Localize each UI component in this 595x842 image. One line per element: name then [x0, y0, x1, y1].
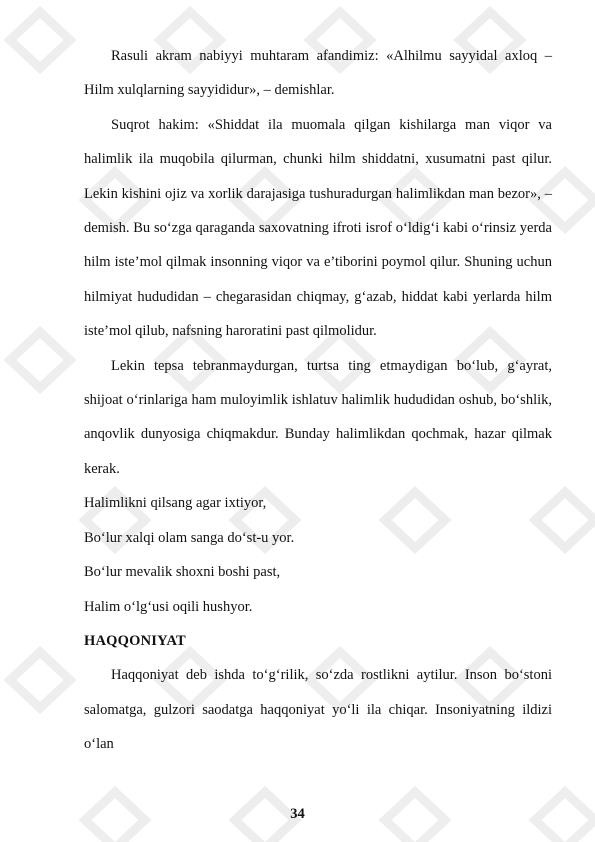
page-number: 34	[290, 806, 305, 822]
paragraph-hilm-hadith: Rasuli akram nabiyyi muhtaram afandimiz: «Alhilmu sayyidal axloq – Hilm xulqlarning sayyididur», – demishlar.	[84, 48, 552, 99]
paragraph-halimlik-limits: Lekin tepsa tebranmaydurgan, turtsa ting etmaydigan bo‘lub, g‘ayrat, shijoat o‘rinlariga ham muloyimlik ishlatuv halimlik hududidan oshub, bo‘shlik, anqovlik dunyosiga chiqmakdur. Bunday halimlikdan qochmak, hazar qilmak kerak.	[84, 357, 552, 477]
verse-line-1: Halimlikni qilsang agar ixtiyor,	[84, 495, 267, 512]
page-body	[84, 39, 552, 762]
paragraph-haqqoniyat-definition: Haqqoniyat deb ishda to‘g‘rilik, so‘zda rostlikni aytilur. Inson bo‘stoni salomatga, gulzori saodatga haqqoniyat yo‘li ila chiqar. Insoniyatning ildizi o‘lan	[84, 667, 552, 753]
verse-line-2: Bo‘lur xalqi olam sanga do‘st-u yor.	[84, 529, 295, 546]
verse-line-4: Halim o‘lg‘usi oqili hushyor.	[84, 598, 253, 615]
section-heading: HAQQONIYAT	[84, 632, 186, 649]
paragraph-suqrot-quote: Suqrot hakim: «Shiddat ila muomala qilgan kishilarga man viqor va halimlik ila muqobila qilurman, chunki hilm shiddatni, xusumatni past qilur. Lekin kishini ojiz va xorlik darajasiga tushuradurgan halimlikdan man bezor», – demish. Bu so‘zga qaraganda saxovatning ifroti isrof o‘ldig‘i kabi o‘rinsiz yerda hilm iste’mol qilmak insonning viqor va e’tiborini poymol qilur. Shuning uchun hilmiyat hududidan – chegarasidan chiqmay, g‘azab, hiddat kabi yerlarda hilm iste’mol qilub, nafsning haroratini past qilmolidur.	[84, 116, 552, 340]
verse-line-3: Bo‘lur mevalik shoxni boshi past,	[84, 564, 281, 581]
